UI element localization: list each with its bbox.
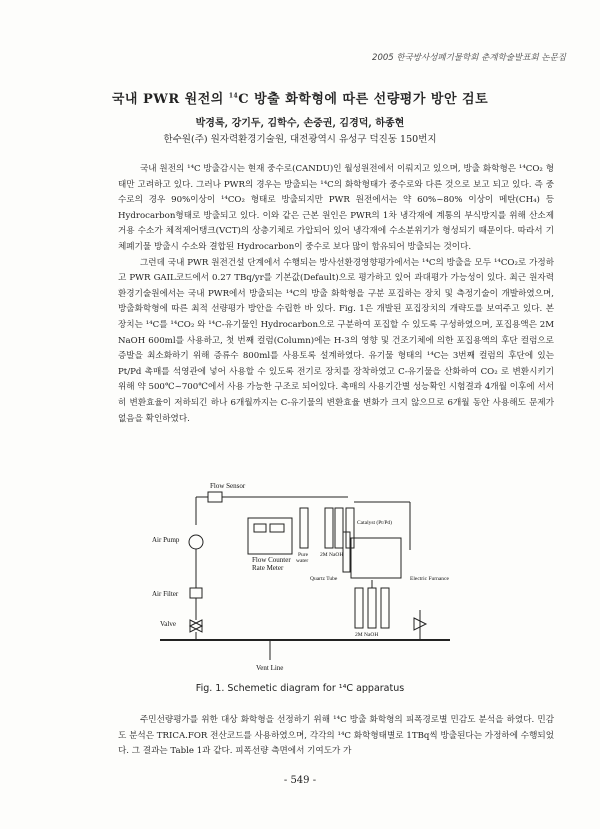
label-flow-counter: Flow Counter (252, 556, 291, 564)
label-vent-line: Vent Line (256, 664, 284, 672)
label-furnace: Electric Furnance (410, 576, 449, 582)
paragraph: 국내 원전의 ¹⁴C 방출감시는 현재 중수로(CANDU)인 월성원전에서 이뤄지고 있으며, 방출 화학형은 ¹⁴CO₂ 형태만 고려하고 있다. 그러나 PWR의 경우는 방출되는 ¹⁴C의 화학형태가 중수로와 다른 것으로 보고 되고 있다. 즉 중수로의 경우 90%이상이 ¹⁴CO₂ 형태로 방출되지만 PWR 원전에서는 약 60%~80% 이상이 메탄(CH₄) 등 Hydrocarbon형태로 방출되고 있다. 이와 같은 근본 원인은 PWR의 1차 냉각재에 계통의 부식방지를 위해 산소제거용 수소가 체적제어탱크(VCT)의 상층기체로 가압되어 있어 냉각재에 수소분위기가 형성되기 때문이다. 따라서 기체폐기물 방출시 수소와 결합된 Hydrocarbon이 중수로 보다 많이 함유되어 방출되는 것이다. (118, 164, 554, 252)
label-naoh-bottom: 2M NaOH (355, 632, 379, 638)
label-air-filter: Air Filter (152, 590, 179, 598)
label-pure: Pure (298, 552, 309, 558)
author-list: 박경록, 강기두, 김학수, 손중권, 김경덕, 하종현 (195, 118, 405, 129)
body-text (118, 162, 554, 427)
label-catalyst: Catalyst (Pt/Pd) (357, 520, 392, 526)
label-valve: Valve (160, 620, 176, 628)
label-water: water (296, 558, 309, 564)
page-number: - 549 - (283, 775, 317, 786)
paragraph: 그런데 국내 PWR 원전건설 단계에서 수행되는 방사선환경영향평가에서는 ¹⁴C의 방출을 모두 ¹⁴CO₂로 가정하고 PWR GAIL코드에서 0.27 TBq/yr를 기본값(Default)으로 평가하고 있어 과대평가 가능성이 있다. 최근 원자력환경기술원에서는 국내 PWR에서 방출되는 ¹⁴C의 방출 화학형을 구분 포집하는 장치 및 측정기술이 개발하였으며, 방출화학형에 따른 최적 선량평가 방안을 수립한 바 있다. Fig. 1은 개발된 포집장치의 개략도를 보여주고 있다. 본 장치는 ¹⁴C를 ¹⁴CO₂ 와 ¹⁴C-유기물인 Hydrocarbon으로 구분하여 포집할 수 있도록 구성하였으며, 포집용액은 2M NaOH 600ml를 사용하고, 첫 번째 컬럼(Column)에는 H-3의 영향 및 건조기체에 의한 포집용액의 후단 컬럼으로 증발을 최소화하기 위해 증류수 800ml를 사용토록 설계하였다. 유기물 형태의 ¹⁴C는 3번째 컬럼의 후단에 있는 Pt/Pd 촉매를 석영관에 넣어 사용할 수 있도록 전기로 장치를 장착하였고 C-유기물을 산화하여 CO₂ 로 변환시키기 위해 약 500℃~700℃에서 사용 가능한 구조로 되어있다. 촉매의 사용기간별 성능확인 시험결과 4개월 이후에 서서히 변환효율이 저하되긴 하나 6개월까지는 C-유기물의 변환효율 변화가 크지 않으므로 6개월 동안 사용해도 문제가 없음을 확인하였다. (118, 257, 554, 424)
running-header: 2005 한국방사성폐기물학회 춘계학술발표회 논문집 (372, 53, 566, 63)
label-flow-sensor: Flow Sensor (210, 482, 246, 490)
paragraph: 주민선량평가를 위한 대상 화학형을 선정하기 위해 ¹⁴C 방출 화학형의 피폭경로별 민감도 분석을 하였다. 민감도 분석은 TRICA.FOR 전산코드를 사용하였으며, 각각의 ¹⁴C 화학형태별로 1TBq씩 방출된다는 가정하에 수행되었다. 그 결과는 Table 1과 같다. 피폭선량 측면에서 기여도가 가 (118, 715, 554, 757)
label-naoh-top: 2M NaOH (320, 552, 344, 558)
body-text-continued (118, 713, 554, 760)
affiliation: 한수원(주) 원자력환경기술원, 대전광역시 유성구 덕진동 150번지 (163, 134, 437, 145)
label-air-pump: Air Pump (152, 536, 180, 544)
apparatus-diagram (150, 480, 460, 675)
figure-caption: Fig. 1. Schemetic diagram for ¹⁴C apparatus (195, 683, 405, 694)
label-quartz-tube: Quartz Tube (310, 576, 338, 582)
label-rate-meter: Rate Meter (252, 564, 284, 572)
paper-title: 국내 PWR 원전의 $^{14}$C 방출 화학형에 따른 선량평가 방안 검토 (111, 92, 489, 107)
